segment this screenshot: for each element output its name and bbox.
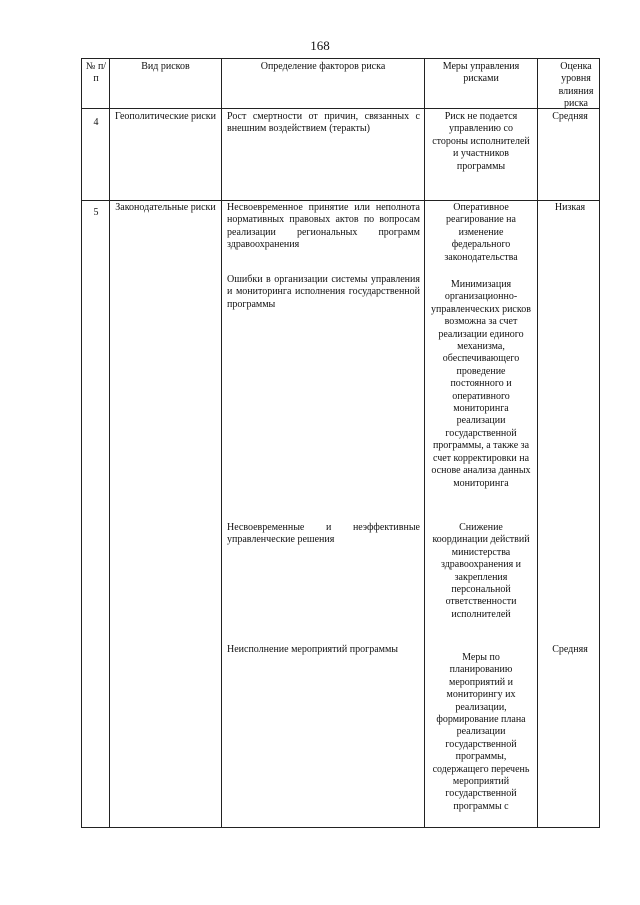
row-5-factor-1: Несвоевременное принятие или неполнота нормативных правовых актов по вопросам реализации региональных программ здравоохранения [227,202,420,251]
column-divider [221,59,222,827]
row-4-factor: Рост смертности от причин, связанных с внешним воздействием (теракты) [227,111,420,135]
row-5-rating: Низкая [554,202,586,213]
row-4-measure: Риск не подается управлению со стороны исполнителей и участников программы [432,111,530,172]
row-5-measure-1: Оперативное реагирование на изменение федерального законодательства [444,202,518,263]
row-5-measure-4: Меры по планированию мероприятий и мониторингу их реализации, формирование плана реализации государственной программы, содержащего перечень мероприятий государственной программы с [432,652,530,812]
row-5-measure-2: Минимизация организационно-управленческих рисков возможна за счет реализации единого механизма, обеспечивающего проведение постоянного и оперативного мониторинга реализации государственной программы, а также за счет корректировки на основе анализа данных мониторинга [431,279,531,489]
row-5-rating-2: Средняя [552,644,588,655]
header-rating: Оценка уровня влияния риска [558,61,594,110]
page-number: 168 [310,38,330,53]
risk-table [81,58,600,828]
header-num: № п/п [85,61,107,85]
row-5-factor-3: Несвоевременные и неэффективные управленческие решения [227,522,420,546]
row-5-factor-2: Ошибки в организации системы управления и мониторинга исполнения государственной программы [227,274,420,310]
row-5-measure-3: Снижение координации действий министерства здравоохранения и закрепления персональной ответственности исполнителей [432,522,530,620]
column-divider [109,59,110,827]
header-factors: Определение факторов риска [260,61,386,72]
header-measures: Меры управления рисками [442,61,520,85]
row-divider [82,108,599,109]
row-4-rating: Средняя [552,111,588,122]
column-divider [424,59,425,827]
row-divider [82,200,599,201]
row-5-factor-4: Неисполнение мероприятий программы [227,644,399,655]
row-4-type: Геополитические риски [114,111,217,122]
row-4-num: 4 [93,117,99,128]
row-5-type: Законодательные риски [115,202,216,213]
column-divider [537,59,538,827]
header-type: Вид рисков [141,61,190,72]
row-5-num: 5 [93,207,99,218]
